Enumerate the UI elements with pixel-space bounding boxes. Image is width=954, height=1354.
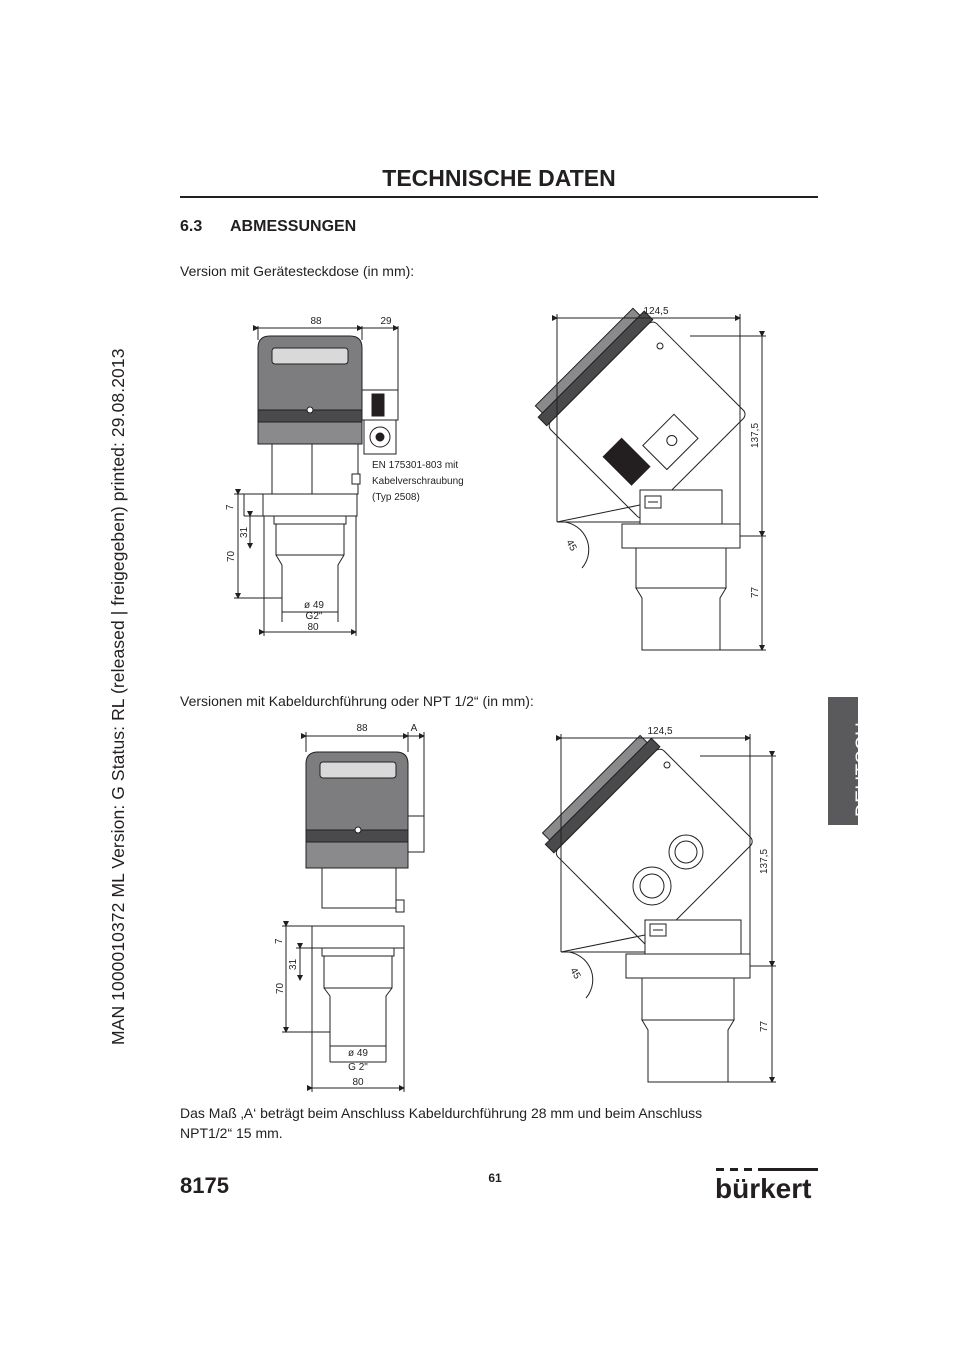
fig1-side-view [531, 304, 766, 650]
fig2-thread: G 2" [348, 1062, 368, 1073]
fig1-side-width: 124,5 [643, 306, 669, 317]
fig1-side-angle: 45 [563, 538, 579, 554]
fig1-dim-7: 7 [225, 504, 236, 510]
section-title: ABMESSUNGEN [230, 218, 357, 235]
fig1-dim-70: 70 [226, 550, 237, 562]
model-number: 8175 [180, 1173, 229, 1198]
fig1-side-height-lower: 77 [750, 586, 761, 598]
fig2-dim-31: 31 [288, 958, 299, 970]
note-line-2: NPT1/2“ 15 mm. [180, 1125, 283, 1141]
language-tab [828, 697, 874, 825]
fig2-dim-88: 88 [356, 723, 368, 734]
page-title: TECHNISCHE DATEN [382, 165, 616, 191]
figure1-caption: Version mit Gerätesteckdose (in mm): [180, 263, 415, 279]
fig2-side-width: 124,5 [647, 726, 673, 737]
fig1-dim-29: 29 [380, 316, 392, 327]
fig2-side-height-lower: 77 [759, 1020, 770, 1032]
fig1-dia-49: ø 49 [303, 600, 325, 611]
fig2-dim-7: 7 [274, 938, 285, 944]
fig1-thread: G2" [305, 611, 323, 622]
fig2-side-height-upper: 137,5 [759, 848, 770, 874]
fig2-side-angle: 45 [567, 966, 583, 982]
fig2-dim-a: A [410, 723, 418, 734]
fig1-connector-note-2: Kabelverschraubung [372, 476, 464, 487]
fig1-connector-note-1: EN 175301-803 mit [372, 460, 459, 471]
fig2-dia-49: ø 49 [347, 1048, 369, 1059]
language-tab-label: DEUTSCH [853, 721, 874, 817]
fig2-dim-80: 80 [352, 1077, 364, 1088]
fig2-front-view [282, 732, 424, 1092]
figure2-caption: Versionen mit Kabeldurchführung oder NPT 1/2“ (in mm): [180, 693, 534, 709]
page-number: 61 [488, 1171, 502, 1185]
document-info-vertical: MAN 1000010372 ML Version: G Status: RL (released | freigegeben) printed: 29.08.2013 [108, 348, 128, 1045]
section-number: 6.3 [180, 218, 203, 235]
fig1-connector-note-3: (Typ 2508) [372, 492, 420, 503]
fig2-side-view [538, 731, 776, 1082]
note-line-1: Das Maß ‚A‘ beträgt beim Anschluss Kabeldurchführung 28 mm und beim Anschluss [180, 1105, 703, 1121]
burkert-logo [714, 1166, 820, 1202]
brand-wordmark: bürkert [715, 1173, 812, 1202]
fig1-side-height-upper: 137,5 [750, 422, 761, 448]
fig2-dim-70: 70 [275, 982, 286, 994]
fig1-dim-31: 31 [239, 526, 250, 538]
fig1-dim-88: 88 [310, 316, 322, 327]
fig1-dim-80: 80 [307, 622, 319, 633]
